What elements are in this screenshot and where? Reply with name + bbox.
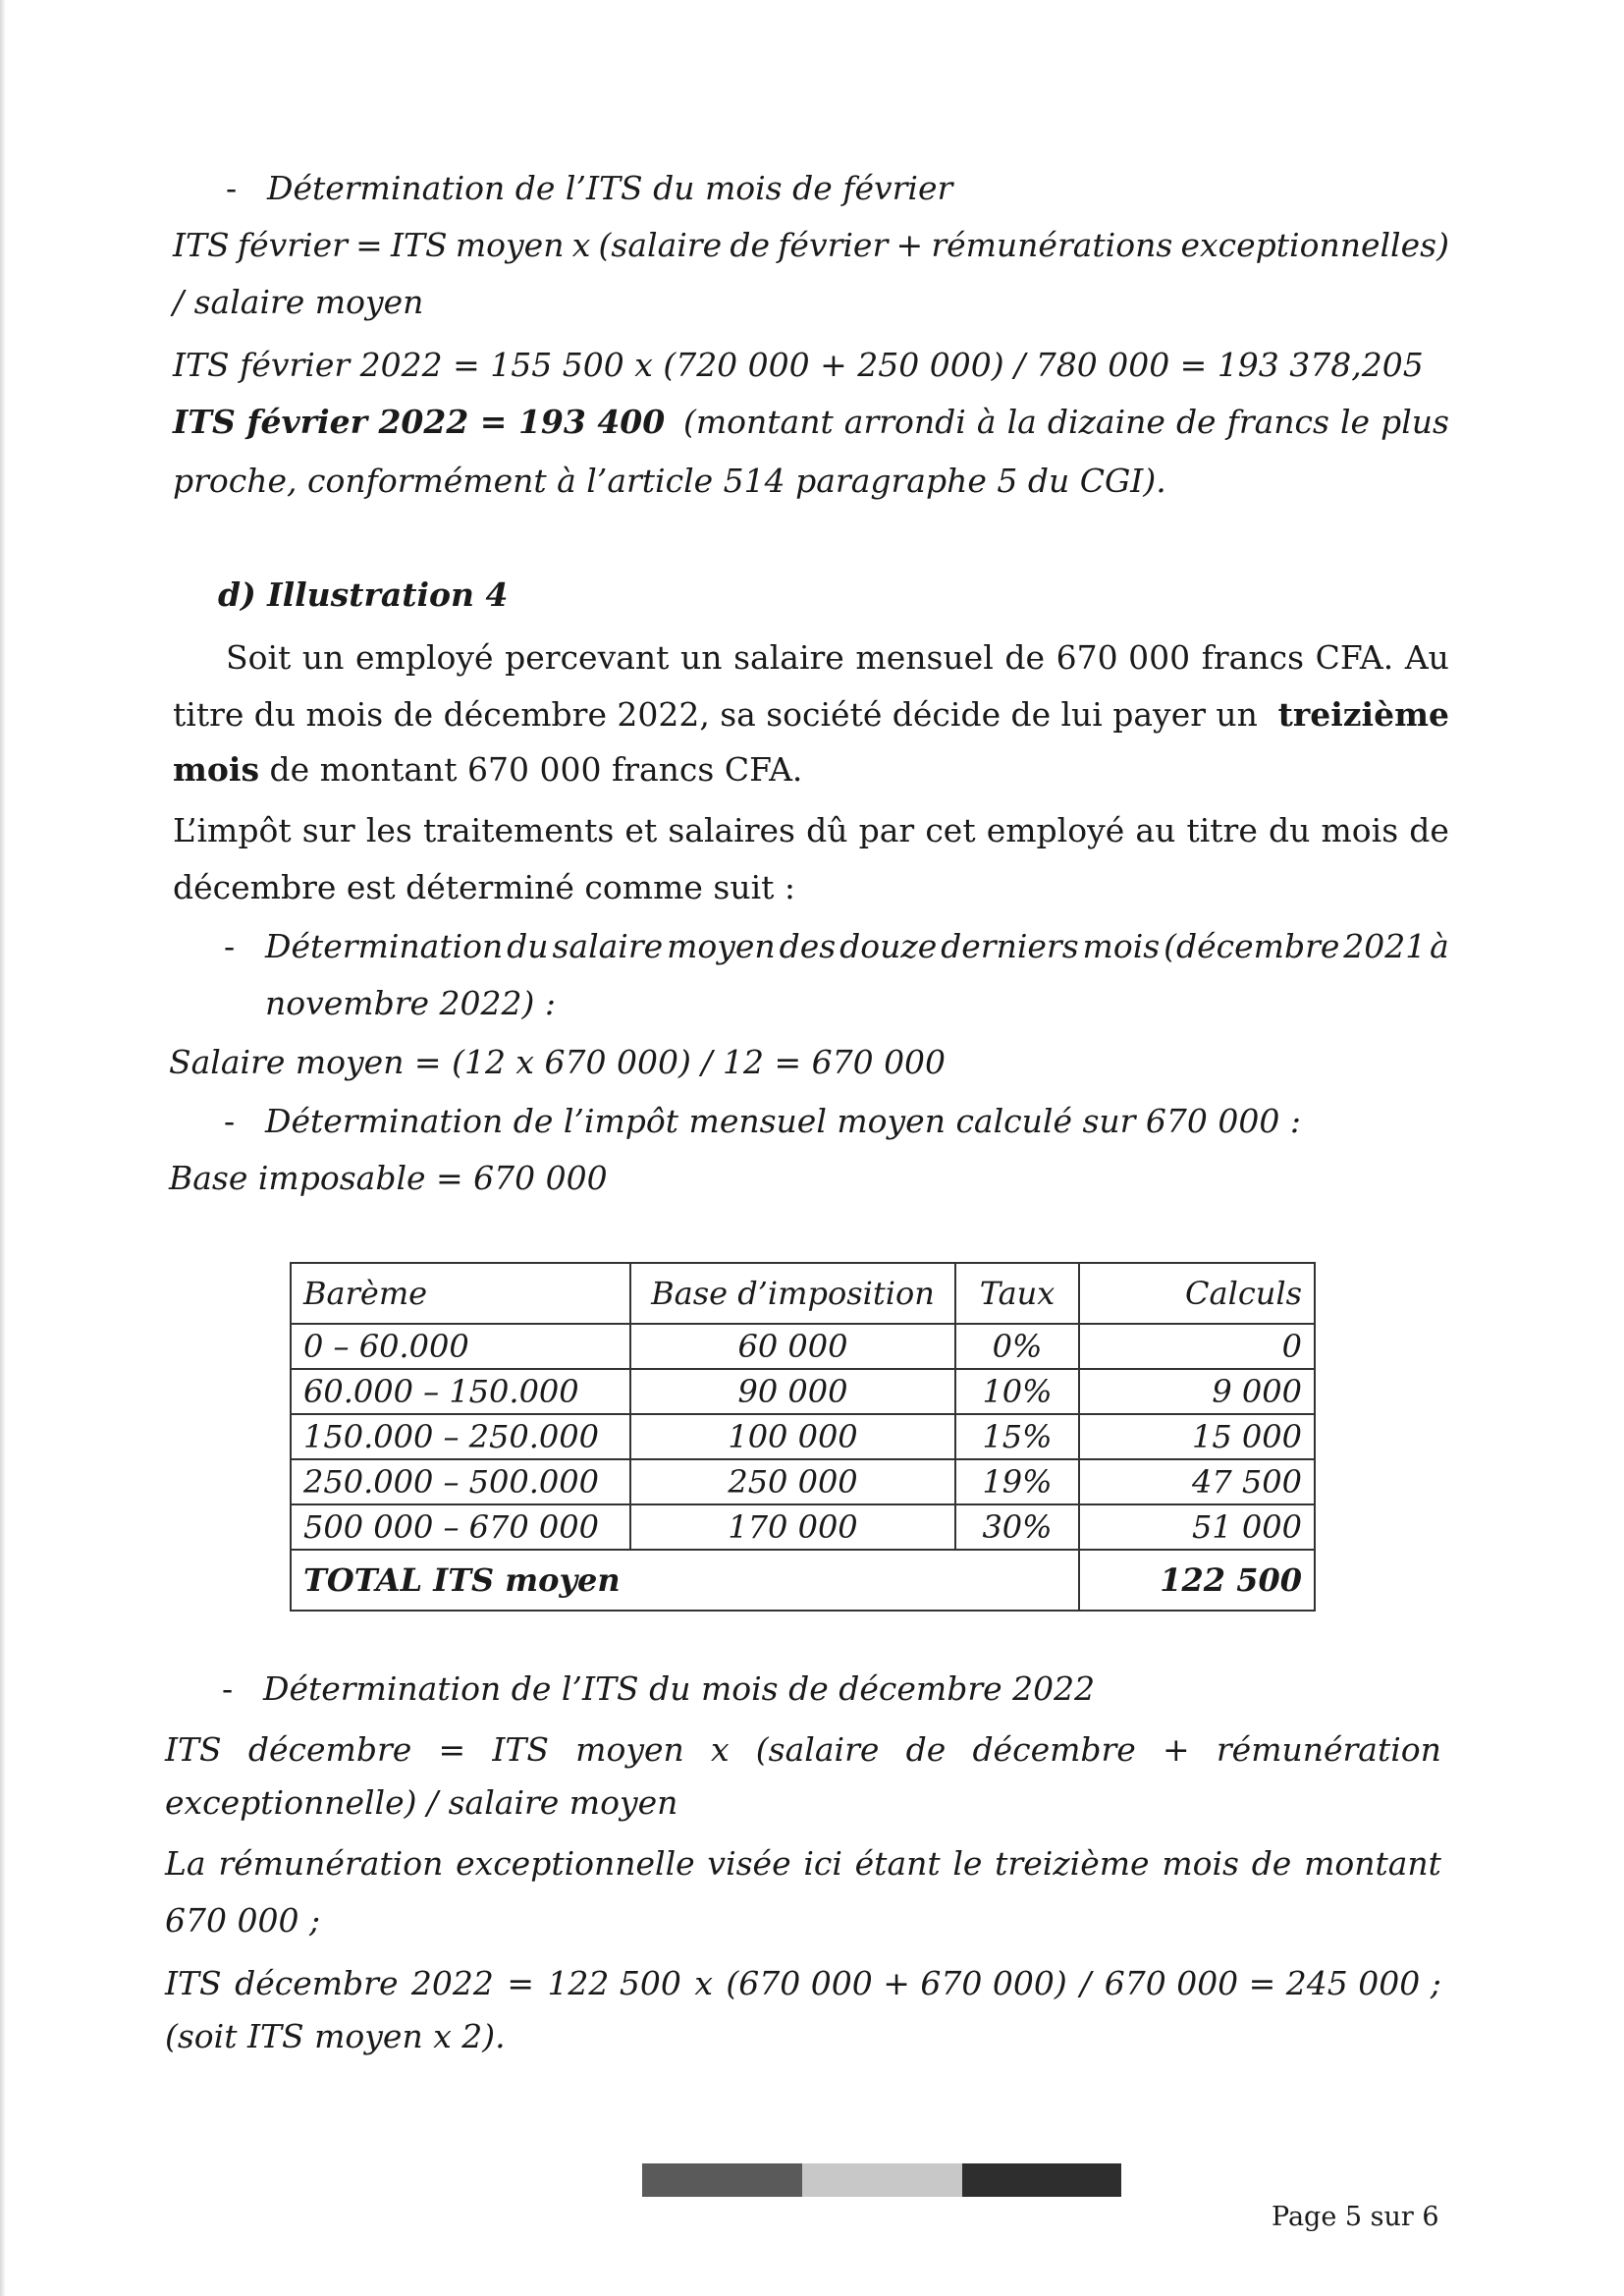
- word: à: [1430, 927, 1449, 965]
- word: de: [1175, 403, 1217, 441]
- table-row: [291, 1414, 1315, 1459]
- word: Soit: [226, 638, 292, 677]
- scan-edge: [0, 0, 6, 2296]
- word: ITS: [391, 226, 448, 264]
- p1-line2-bold: treizième: [1277, 695, 1449, 734]
- word: rémunérations: [931, 226, 1173, 264]
- cell-base: 100 000: [630, 1414, 955, 1459]
- cell-taux: 10%: [955, 1369, 1079, 1414]
- word: percevant: [505, 638, 670, 677]
- word: mois: [305, 695, 384, 734]
- cell-taux: 19%: [955, 1459, 1079, 1504]
- word: au: [1135, 811, 1176, 849]
- word: février: [237, 226, 348, 264]
- table-row: [291, 1459, 1315, 1504]
- formula-fevrier-line1: [173, 226, 1449, 265]
- word: (670 000 + 670 000): [726, 1964, 1067, 2002]
- word: traitements: [422, 811, 615, 849]
- word: de: [1251, 1844, 1292, 1883]
- word: =: [438, 1730, 466, 1769]
- cell-taux: 0%: [955, 1324, 1079, 1369]
- word: +: [895, 226, 924, 264]
- word: cet: [925, 811, 976, 849]
- word: à: [976, 403, 997, 441]
- word: le: [1340, 403, 1371, 441]
- word: L’impôt: [173, 811, 292, 849]
- word: employé: [986, 811, 1125, 849]
- word: +: [1163, 1730, 1190, 1769]
- word: sa: [720, 695, 756, 734]
- header-calculs: Calculs: [1079, 1263, 1315, 1324]
- word: mois: [1321, 811, 1399, 849]
- word: ITS: [165, 1964, 222, 2002]
- salaire-moyen-calc: Salaire moyen = (12 x 670 000) / 12 = 670 000: [169, 1043, 947, 1081]
- note-decembre-line2: 670 000 ;: [165, 1901, 321, 1940]
- cell-calcul: 9 000: [1079, 1369, 1315, 1414]
- word: février: [778, 226, 889, 264]
- word: par: [858, 811, 915, 849]
- word: étant: [854, 1844, 941, 1883]
- word: de: [1010, 695, 1052, 734]
- word: 122 500: [547, 1964, 681, 2002]
- word: du: [1268, 811, 1311, 849]
- word: décide: [892, 695, 1001, 734]
- word: 2021: [1343, 927, 1427, 965]
- word: exceptionnelle: [456, 1844, 695, 1883]
- word: dizaine: [1047, 403, 1165, 441]
- table-total-row: [291, 1550, 1315, 1611]
- word: un: [1216, 695, 1258, 734]
- word: de: [1004, 638, 1046, 677]
- word: titre: [1186, 811, 1258, 849]
- total-label: TOTAL ITS moyen: [291, 1550, 1079, 1611]
- p2-line1: [173, 811, 1449, 850]
- word: la: [1006, 403, 1037, 441]
- p1-line3: [173, 750, 802, 790]
- word: décembre: [235, 1964, 399, 2002]
- cell-calcul: 15 000: [1079, 1414, 1315, 1459]
- tax-bracket-table: [290, 1262, 1316, 1612]
- header-bareme: Barème: [291, 1263, 630, 1324]
- bullet-salaire-moyen-words: [224, 927, 1449, 966]
- cell-base: 250 000: [630, 1459, 955, 1504]
- result-fevrier-bold: ITS février 2022 = 193 400: [173, 403, 666, 441]
- word: les: [365, 811, 412, 849]
- word: treizième: [995, 1844, 1150, 1883]
- table-header-row: [291, 1263, 1315, 1324]
- word: plus: [1380, 403, 1449, 441]
- word: 2022: [410, 1964, 494, 2002]
- word: et: [624, 811, 658, 849]
- word: arrondi: [843, 403, 966, 441]
- word: ici: [803, 1844, 842, 1883]
- word: rémunération: [218, 1844, 444, 1883]
- word: derniers: [941, 927, 1079, 965]
- word: ITS: [492, 1730, 549, 1769]
- word: décembre: [443, 695, 607, 734]
- word: francs: [1201, 638, 1305, 677]
- cell-base: 170 000: [630, 1504, 955, 1550]
- p1-line3-rest: de montant 670 000 francs CFA.: [269, 750, 803, 789]
- word: /: [1080, 1964, 1092, 2002]
- word: des: [779, 927, 837, 965]
- word: décembre: [972, 1730, 1136, 1769]
- word: visée: [707, 1844, 791, 1883]
- word: rémunération: [1216, 1730, 1441, 1769]
- cell-base: 60 000: [630, 1324, 955, 1369]
- formula-decembre-line2: exceptionnelle) / salaire moyen: [165, 1783, 678, 1822]
- word: salaires: [668, 811, 795, 849]
- word: dû: [806, 811, 848, 849]
- word: lui: [1060, 695, 1103, 734]
- calc-decembre-line2: (soit ITS moyen x 2).: [165, 2017, 506, 2055]
- page-number: Page 5 sur 6: [1272, 2202, 1439, 2232]
- word: =: [507, 1964, 534, 2002]
- p1-line2-words: [173, 695, 1258, 735]
- cell-bareme: 60.000 – 150.000: [291, 1369, 630, 1414]
- word: CFA.: [1315, 638, 1394, 677]
- word: 670 000: [1056, 638, 1191, 677]
- word: de: [905, 1730, 947, 1769]
- word: x: [571, 226, 591, 264]
- word: mensuel: [855, 638, 994, 677]
- bullet-salaire-moyen-line2: novembre 2022) :: [265, 984, 556, 1022]
- word: un: [301, 638, 345, 677]
- word: (décembre: [1164, 927, 1340, 965]
- p1-line2: [173, 695, 1449, 735]
- word: (montant: [683, 403, 834, 441]
- word: un: [680, 638, 723, 677]
- bullet-heading-decembre: - Détermination de l’ITS du mois de décembre 2022: [222, 1669, 1096, 1708]
- p2-line2: décembre est déterminé comme suit :: [173, 868, 795, 906]
- cell-calcul: 47 500: [1079, 1459, 1315, 1504]
- cell-bareme: 250.000 – 500.000: [291, 1459, 630, 1504]
- word: de: [393, 695, 434, 734]
- word: francs: [1226, 403, 1329, 441]
- word: salaire: [552, 927, 664, 965]
- word: exceptionnelles): [1180, 226, 1449, 264]
- word: moyen: [455, 226, 565, 264]
- word: moyen: [667, 927, 776, 965]
- word: de: [1409, 811, 1449, 849]
- cell-base: 90 000: [630, 1369, 955, 1414]
- word: du: [253, 695, 297, 734]
- total-value: 122 500: [1079, 1550, 1315, 1611]
- word: ITS: [173, 226, 230, 264]
- result-fevrier-rest: [683, 403, 1449, 442]
- word: mois: [1162, 1844, 1239, 1883]
- footer-bar-segment: [802, 2163, 962, 2197]
- word: titre: [173, 695, 244, 734]
- word: société: [766, 695, 883, 734]
- word: x: [694, 1964, 713, 2002]
- word: (salaire: [755, 1730, 880, 1769]
- base-imposable: Base imposable = 670 000: [169, 1159, 608, 1197]
- formula-decembre-line1: [165, 1730, 1441, 1770]
- formula-fevrier-line2: / salaire moyen: [173, 283, 424, 321]
- header-base: Base d’imposition: [630, 1263, 955, 1324]
- table-row: [291, 1324, 1315, 1369]
- word: La: [165, 1844, 206, 1883]
- note-decembre-line1: [165, 1844, 1441, 1884]
- word: de: [730, 226, 770, 264]
- word: moyen: [575, 1730, 684, 1769]
- word: mois: [1082, 927, 1161, 965]
- word: sur: [301, 811, 355, 849]
- cell-taux: 15%: [955, 1414, 1079, 1459]
- word: le: [952, 1844, 983, 1883]
- word: décembre: [247, 1730, 412, 1769]
- word: montant: [1304, 1844, 1441, 1883]
- cell-calcul: 0: [1079, 1324, 1315, 1369]
- result-fevrier-line2: proche, conformément à l’article 514 paragraphe 5 du CGI).: [173, 462, 1166, 500]
- cell-taux: 30%: [955, 1504, 1079, 1550]
- section-title-illustration-4: d) Illustration 4: [218, 575, 509, 614]
- word: Au: [1404, 638, 1449, 677]
- cell-bareme: 150.000 – 250.000: [291, 1414, 630, 1459]
- word: ITS: [165, 1730, 222, 1769]
- bullet-impot-mensuel: - Détermination de l’impôt mensuel moyen calculé sur 670 000 :: [224, 1102, 1301, 1140]
- word: 670 000 = 245 000 ;: [1104, 1964, 1441, 2002]
- word: payer: [1112, 695, 1206, 734]
- word: salaire: [733, 638, 844, 677]
- bullet-salaire-moyen-line1: - Détermination du salaire moyen des douze derniers mois (décembre 2021 à: [224, 927, 1449, 965]
- cell-calcul: 51 000: [1079, 1504, 1315, 1550]
- table-row: [291, 1369, 1315, 1414]
- cell-bareme: 500 000 – 670 000: [291, 1504, 630, 1550]
- word: employé: [355, 638, 494, 677]
- calc-fevrier: ITS février 2022 = 155 500 x (720 000 + 250 000) / 780 000 = 193 378,205: [173, 346, 1424, 384]
- header-taux: Taux: [955, 1263, 1079, 1324]
- footer-bar-segment: [642, 2163, 802, 2197]
- footer-color-bar: [642, 2163, 1121, 2197]
- bullet-heading-fevrier: - Détermination de l’ITS du mois de février: [226, 169, 953, 207]
- word: douze: [839, 927, 938, 965]
- p1-line1: [226, 638, 1449, 678]
- word: (salaire: [598, 226, 723, 264]
- p1-line3-bold: mois: [173, 750, 260, 789]
- footer-bar-segment: [962, 2163, 1121, 2197]
- table-row: [291, 1504, 1315, 1550]
- word: 2022,: [617, 695, 710, 734]
- word: x: [710, 1730, 730, 1769]
- word: du: [507, 927, 549, 965]
- cell-bareme: 0 – 60.000: [291, 1324, 630, 1369]
- word: Détermination: [265, 927, 504, 965]
- result-fevrier-line1: [173, 403, 1449, 442]
- word: =: [355, 226, 383, 264]
- calc-decembre-line1: [165, 1964, 1441, 2003]
